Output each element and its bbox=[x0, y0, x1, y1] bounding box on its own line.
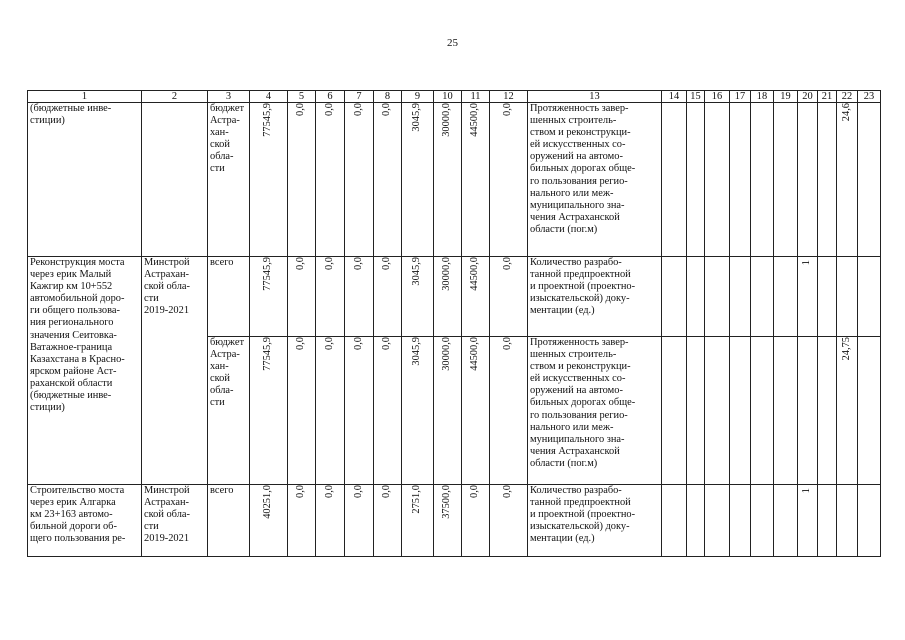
empty-cell bbox=[818, 257, 837, 337]
empty-cell bbox=[751, 485, 774, 557]
executor-cell: Минстрой Астрахан- ской обла- сти 2019-2021 bbox=[142, 257, 208, 485]
amount-cell: 40251,0 bbox=[250, 485, 288, 557]
amount-cell: 77545,9 bbox=[250, 103, 288, 257]
amount-cell: 0,0 bbox=[345, 485, 374, 557]
amount-cell: 0,0 bbox=[288, 257, 316, 337]
table-row bbox=[28, 257, 881, 337]
amount-cell: 0,0 bbox=[490, 257, 528, 337]
amount-cell: 0,0 bbox=[316, 485, 345, 557]
value-cell bbox=[837, 257, 858, 337]
amount-cell: 0,0 bbox=[374, 103, 402, 257]
source-cell: бюджет Астра- хан- ской обла- сти bbox=[208, 103, 250, 257]
empty-cell bbox=[858, 485, 881, 557]
amount-cell: 44500,0 bbox=[462, 257, 490, 337]
amount-cell: 0,0 bbox=[316, 257, 345, 337]
indicator-cell: Протяженность завер- шенных строитель- ством и реконструкци- ей искусственных со- оружений на автомо- бильных дорогах обще- го пользования регио- нального или меж- муниципального зна- чения Астраханской области (пог.м) bbox=[528, 337, 662, 485]
amount-cell: 77545,9 bbox=[250, 337, 288, 485]
header-cell: 19 bbox=[774, 91, 798, 103]
header-cell: 12 bbox=[490, 91, 528, 103]
value-cell: 1 bbox=[798, 257, 818, 337]
empty-cell bbox=[705, 337, 730, 485]
header-cell: 6 bbox=[316, 91, 345, 103]
value-cell: 24,6 bbox=[837, 103, 858, 257]
amount-cell: 0,0 bbox=[345, 103, 374, 257]
empty-cell bbox=[705, 103, 730, 257]
empty-cell bbox=[774, 485, 798, 557]
amount-cell: 3045,9 bbox=[402, 257, 434, 337]
amount-cell: 0,0 bbox=[316, 337, 345, 485]
header-cell: 3 bbox=[208, 91, 250, 103]
header-cell: 20 bbox=[798, 91, 818, 103]
amount-cell: 0,0 bbox=[288, 485, 316, 557]
header-cell: 16 bbox=[705, 91, 730, 103]
empty-cell bbox=[818, 337, 837, 485]
empty-cell bbox=[730, 103, 751, 257]
amount-cell: 0,0 bbox=[374, 337, 402, 485]
amount-cell: 77545,9 bbox=[250, 257, 288, 337]
amount-cell: 44500,0 bbox=[462, 103, 490, 257]
indicator-cell: Протяженность завер- шенных строитель- ством и реконструкци- ей искусственных со- оружений на автомо- бильных дорогах обще- го пользования регио- нального или меж- муниципального зна- чения Астраханской области (пог.м) bbox=[528, 103, 662, 257]
empty-cell bbox=[858, 257, 881, 337]
amount-cell: 3045,9 bbox=[402, 337, 434, 485]
amount-cell: 3045,9 bbox=[402, 103, 434, 257]
object-name-cell: Реконструкция моста через ерик Малый Кажгир км 10+552 автомобильной доро- ги общего пользова- ния регионального значения Сеитовка- Ватажное-граница Казахстана в Красно- ярском районе Аст- раханской области (бюджетные инве- стиции) bbox=[28, 257, 142, 485]
empty-cell bbox=[751, 337, 774, 485]
empty-cell bbox=[751, 257, 774, 337]
header-cell: 14 bbox=[662, 91, 687, 103]
amount-cell: 0,0 bbox=[490, 103, 528, 257]
amount-cell: 30000,0 bbox=[434, 257, 462, 337]
object-name-cell: Строительство моста через ерик Алгарка км 23+163 автомо- бильной дороги об- щего пользования ре- bbox=[28, 485, 142, 557]
page-number: 25 bbox=[447, 37, 458, 49]
amount-cell: 0,0 bbox=[490, 337, 528, 485]
empty-cell bbox=[818, 103, 837, 257]
value-cell bbox=[798, 337, 818, 485]
empty-cell bbox=[662, 257, 687, 337]
empty-cell bbox=[705, 257, 730, 337]
empty-cell bbox=[687, 485, 705, 557]
header-cell: 9 bbox=[402, 91, 434, 103]
amount-cell: 0,0 bbox=[345, 257, 374, 337]
amount-cell: 2751,0 bbox=[402, 485, 434, 557]
executor-cell: Минстрой Астрахан- ской обла- сти 2019-2021 bbox=[142, 485, 208, 557]
header-cell: 18 bbox=[751, 91, 774, 103]
empty-cell bbox=[730, 485, 751, 557]
amount-cell: 0,0 bbox=[316, 103, 345, 257]
amount-cell: 44500,0 bbox=[462, 337, 490, 485]
empty-cell bbox=[730, 257, 751, 337]
amount-cell: 0,0 bbox=[288, 337, 316, 485]
header-cell: 15 bbox=[687, 91, 705, 103]
empty-cell bbox=[687, 257, 705, 337]
header-cell: 4 bbox=[250, 91, 288, 103]
header-cell: 13 bbox=[528, 91, 662, 103]
amount-cell: 0,0 bbox=[490, 485, 528, 557]
empty-cell bbox=[687, 103, 705, 257]
header-row bbox=[28, 91, 881, 103]
empty-cell bbox=[705, 485, 730, 557]
value-cell: 24,75 bbox=[837, 337, 858, 485]
empty-cell bbox=[687, 337, 705, 485]
amount-cell: 30000,0 bbox=[434, 103, 462, 257]
value-cell bbox=[798, 103, 818, 257]
empty-cell bbox=[774, 103, 798, 257]
value-cell: 1 bbox=[798, 485, 818, 557]
empty-cell bbox=[858, 103, 881, 257]
empty-cell bbox=[662, 103, 687, 257]
object-name-cell: (бюджетные инве- стиции) bbox=[28, 103, 142, 257]
amount-cell: 37500,0 bbox=[434, 485, 462, 557]
amount-cell: 30000,0 bbox=[434, 337, 462, 485]
header-cell: 5 bbox=[288, 91, 316, 103]
header-cell: 22 bbox=[837, 91, 858, 103]
empty-cell bbox=[774, 257, 798, 337]
empty-cell bbox=[662, 337, 687, 485]
source-cell: всего bbox=[208, 485, 250, 557]
data-table bbox=[27, 90, 881, 557]
header-cell: 23 bbox=[858, 91, 881, 103]
table-row bbox=[28, 485, 881, 557]
amount-cell: 0,0 bbox=[374, 485, 402, 557]
header-cell: 7 bbox=[345, 91, 374, 103]
value-cell bbox=[837, 485, 858, 557]
header-cell: 11 bbox=[462, 91, 490, 103]
empty-cell bbox=[818, 485, 837, 557]
amount-cell: 0,0 bbox=[345, 337, 374, 485]
empty-cell bbox=[751, 103, 774, 257]
header-cell: 17 bbox=[730, 91, 751, 103]
header-cell: 1 bbox=[28, 91, 142, 103]
amount-cell: 0,0 bbox=[462, 485, 490, 557]
table-row bbox=[28, 103, 881, 257]
empty-cell bbox=[730, 337, 751, 485]
source-cell: всего bbox=[208, 257, 250, 337]
empty-cell bbox=[858, 337, 881, 485]
executor-cell bbox=[142, 103, 208, 257]
empty-cell bbox=[774, 337, 798, 485]
header-cell: 8 bbox=[374, 91, 402, 103]
indicator-cell: Количество разрабо- танной предпроектной и проектной (проектно- изыскательской) доку- ментации (ед.) bbox=[528, 257, 662, 337]
indicator-cell: Количество разрабо- танной предпроектной и проектной (проектно- изыскательской) доку- ментации (ед.) bbox=[528, 485, 662, 557]
empty-cell bbox=[662, 485, 687, 557]
amount-cell: 0,0 bbox=[374, 257, 402, 337]
amount-cell: 0,0 bbox=[288, 103, 316, 257]
header-cell: 2 bbox=[142, 91, 208, 103]
source-cell: бюджет Астра- хан- ской обла- сти bbox=[208, 337, 250, 485]
header-cell: 21 bbox=[818, 91, 837, 103]
header-cell: 10 bbox=[434, 91, 462, 103]
